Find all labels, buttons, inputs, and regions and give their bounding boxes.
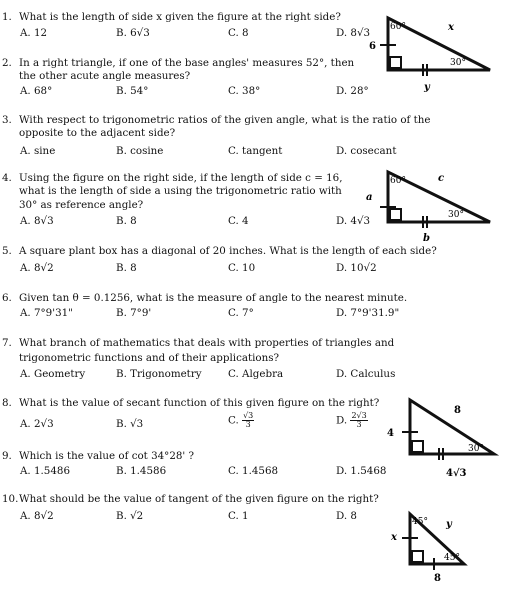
question-4-text-1: 4. Using the figure on the right side, if the length of side c = 16, — [2, 172, 343, 184]
q8-choice-d-fraction: $\frac{2√3}{3}$ — [351, 411, 367, 429]
figure-8-triangle — [384, 396, 504, 482]
q8-choice-c: C. $\frac{√3}{3}$ — [228, 411, 254, 429]
q7-choice-d: D. Calculus — [336, 368, 396, 380]
q7-choice-a: A. Geometry — [20, 368, 86, 380]
q3-choice-c: C. tangent — [228, 145, 283, 157]
q5-choice-a: A. 8√2 — [20, 262, 54, 274]
figure-4-triangle — [360, 166, 500, 246]
figure-8-side-bottom: 4√3 — [446, 468, 467, 479]
figure-10-angle-top: 45° — [412, 517, 428, 527]
question-2-text-2: the other acute angle measures? — [19, 70, 191, 82]
question-2-text-1: 2. In a right triangle, if one of the base angles' measures 52°, then — [2, 57, 355, 69]
q9-choice-d: D. 1.5468 — [336, 465, 387, 477]
figure-1-right-angle-mark — [390, 57, 401, 68]
question-4-text-3: 30° as reference angle? — [19, 199, 144, 211]
q1-choice-b: B. 6√3 — [116, 27, 150, 39]
figure-1-side-bottom: y — [424, 82, 430, 93]
q9-choice-b: B. 1.4586 — [116, 465, 167, 477]
q2-choice-a: A. 68° — [20, 85, 53, 97]
question-4-text-2: what is the length of side a using the trigonometric ratio with — [19, 185, 342, 197]
figure-8-side-left: 4 — [387, 428, 394, 439]
figure-10-side-left: x — [391, 532, 397, 543]
q10-choice-c: C. 1 — [228, 510, 249, 522]
question-7-text-2: trigonometric functions and of their applications? — [19, 352, 280, 364]
q3-choice-d: D. cosecant — [336, 145, 397, 157]
figure-10-triangle — [384, 510, 484, 586]
q10-choice-d: D. 8 — [336, 510, 357, 522]
figure-4-angle-top: 60° — [390, 176, 406, 186]
q1-choice-d: D. 8√3 — [336, 27, 371, 39]
figure-1-angle-top: 60° — [390, 22, 406, 32]
q10-choice-b: B. √2 — [116, 510, 144, 522]
q5-choice-c: C. 10 — [228, 262, 256, 274]
question-5-text: 5. A square plant box has a diagonal of 20 inches. What is the length of each side? — [2, 245, 437, 257]
figure-10-side-bottom: 8 — [434, 573, 441, 584]
figure-4-side-bottom: b — [423, 233, 430, 244]
q8-choice-c-fraction: $\frac{√3}{3}$ — [243, 411, 254, 429]
figure-8-angle-right: 30° — [468, 444, 484, 454]
q1-choice-c: C. 8 — [228, 27, 249, 39]
q4-choice-d: D. 4√3 — [336, 215, 371, 227]
figure-10-angle-right: 45° — [444, 553, 460, 563]
figure-10-side-hyp: y — [446, 519, 452, 530]
q7-choice-b: B. Trigonometry — [116, 368, 202, 380]
q1-choice-a: A. 12 — [20, 27, 48, 39]
figure-4-side-hyp: c — [438, 173, 445, 184]
q5-choice-b: B. 8 — [116, 262, 137, 274]
q6-choice-b: B. 7°9' — [116, 307, 152, 319]
figure-4-right-angle-mark — [390, 209, 401, 220]
question-1-text: 1. What is the length of side x given the figure at the right side? — [2, 11, 341, 23]
q8-choice-a: A. 2√3 — [20, 418, 54, 430]
figure-1-angle-right: 30° — [450, 58, 466, 68]
figure-1-side-hyp: x — [448, 22, 454, 33]
q2-choice-d: D. 28° — [336, 85, 369, 97]
q6-choice-c: C. 7° — [228, 307, 254, 319]
q5-choice-d: D. 10√2 — [336, 262, 377, 274]
figure-10-right-angle-mark — [412, 551, 423, 562]
q2-choice-b: B. 54° — [116, 85, 149, 97]
q4-choice-b: B. 8 — [116, 215, 137, 227]
question-10-text: 10.What should be the value of tangent of the given figure on the right? — [2, 493, 379, 505]
question-9-text: 9. Which is the value of cot 34°28' ? — [2, 450, 195, 462]
question-7-text-1: 7. What branch of mathematics that deals with properties of triangles and — [2, 337, 395, 349]
q6-choice-a: A. 7°9'31" — [20, 307, 73, 319]
question-3-text-2: opposite to the adjacent side? — [19, 127, 176, 139]
q9-choice-a: A. 1.5486 — [20, 465, 71, 477]
figure-4-side-left: a — [366, 192, 373, 203]
q3-choice-b: B. cosine — [116, 145, 164, 157]
q3-choice-a: A. sine — [20, 145, 56, 157]
q2-choice-c: C. 38° — [228, 85, 261, 97]
figure-1-triangle — [360, 12, 500, 94]
q4-choice-c: C. 4 — [228, 215, 249, 227]
q7-choice-c: C. Algebra — [228, 368, 284, 380]
q4-choice-a: A. 8√3 — [20, 215, 54, 227]
figure-4-angle-right: 30° — [448, 210, 464, 220]
q9-choice-c: C. 1.4568 — [228, 465, 279, 477]
figure-1-side-left: 6 — [369, 41, 376, 52]
question-6-text: 6. Given tan θ = 0.1256, what is the measure of angle to the nearest minute. — [2, 292, 408, 304]
q8-choice-b: B. √3 — [116, 418, 144, 430]
q6-choice-d: D. 7°9'31.9" — [336, 307, 400, 319]
figure-8-side-hyp: 8 — [454, 405, 461, 416]
question-3-text-1: 3. With respect to trigonometric ratios of the given angle, what is the ratio of the — [2, 114, 431, 126]
figure-8-right-angle-mark — [412, 441, 423, 452]
q8-choice-d: D. $\frac{2√3}{3}$ — [336, 411, 367, 429]
question-8-text: 8. What is the value of secant function of this given figure on the right? — [2, 397, 380, 409]
q10-choice-a: A. 8√2 — [20, 510, 54, 522]
